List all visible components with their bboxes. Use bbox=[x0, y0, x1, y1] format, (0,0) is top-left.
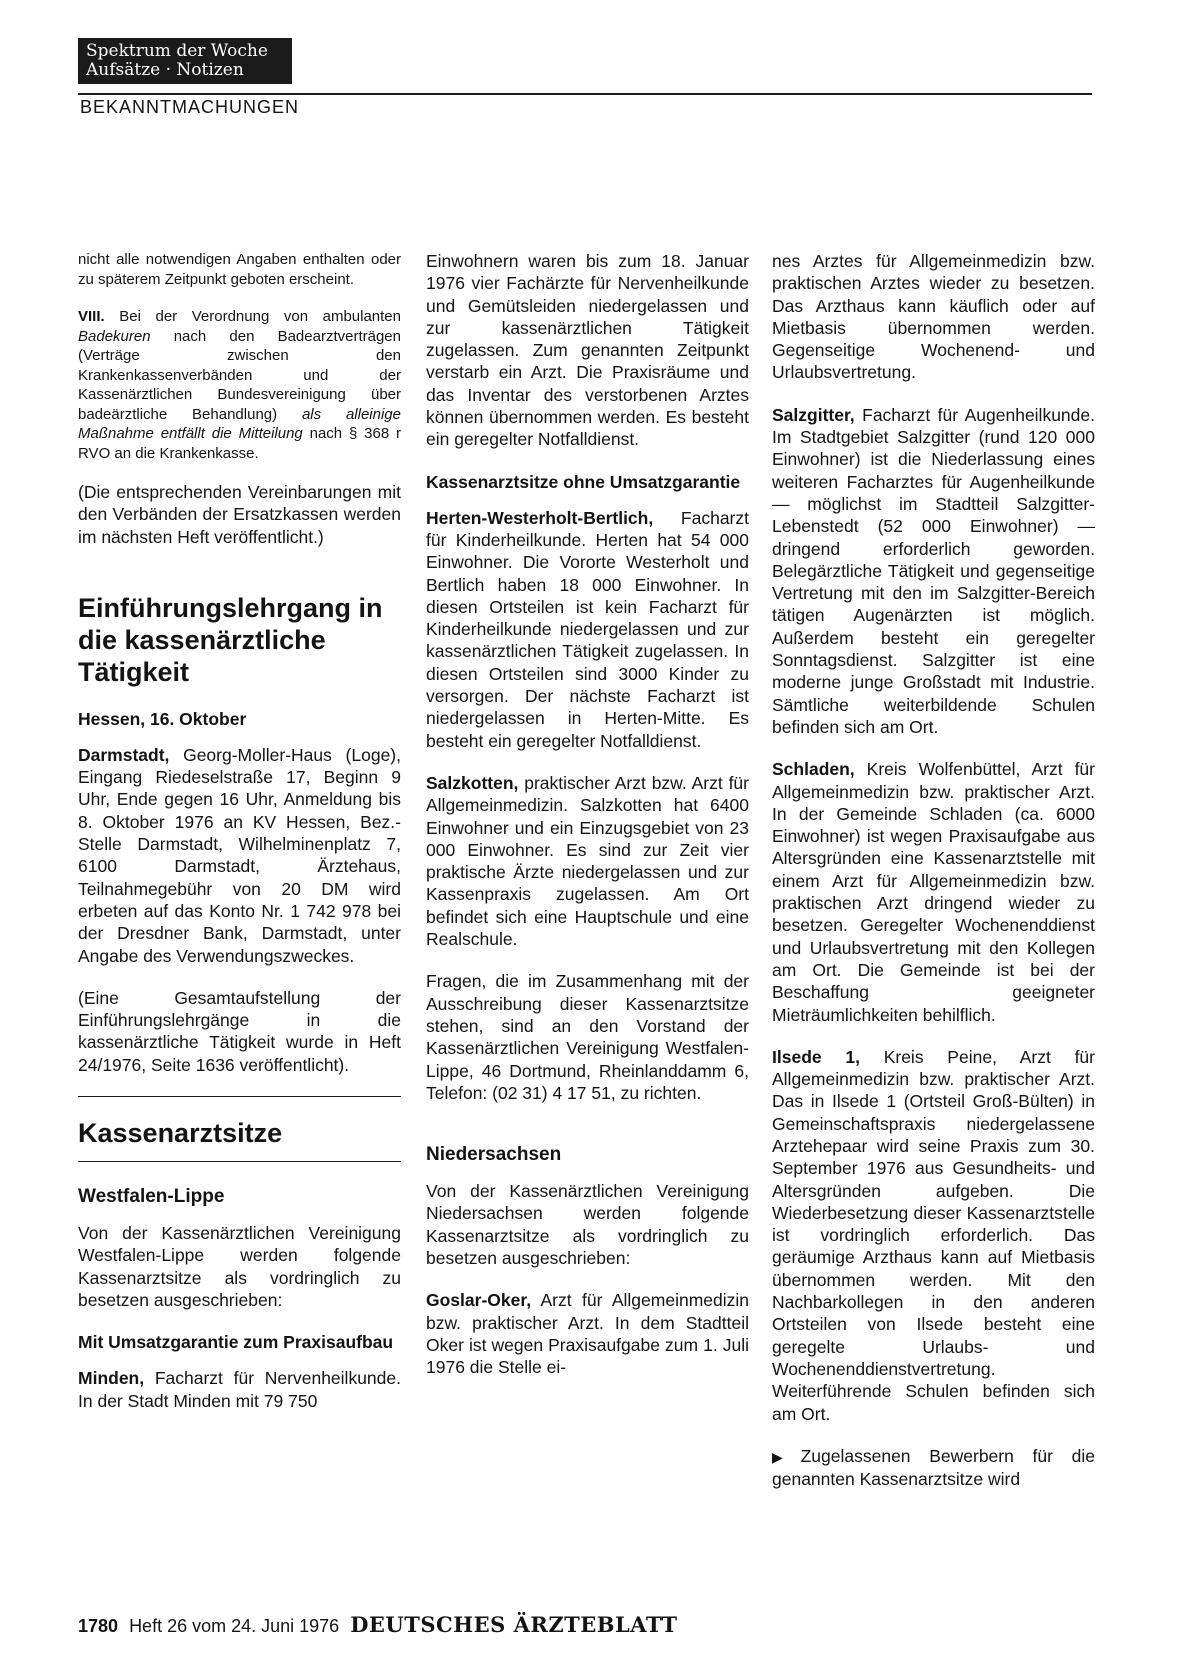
rubric: BEKANNTMACHUNGEN bbox=[80, 97, 300, 117]
paragraph bbox=[78, 744, 401, 967]
text-run: Facharzt für Nervenheilkunde. In der Stadt Minden mit 79 750 bbox=[78, 1368, 401, 1411]
page-footer bbox=[78, 1612, 677, 1637]
lead-term: Salzkotten, bbox=[426, 772, 519, 793]
italic-run: Badekuren bbox=[78, 327, 151, 345]
paragraph bbox=[772, 1445, 1095, 1491]
paragraph: (Eine Gesamtaufstellung der Einführungslehrgänge in die kassenärztliche Tätigkeit wurde in Heft 24/1976, Seite 1636 veröffentlicht). bbox=[78, 987, 401, 1075]
text-run: Facharzt für Kinderheilkunde. Herten hat 54 000 Einwohner. Die Vororte Westerholt und Bertlich haben 18 000 Einwohner. In diesen Ortsteilen ist kein Facharzt für Kinderheilkunde niedergelassen und zur kassenärztlichen Tätigkeit zugelassen. In diesen Ortsteilen sind 3000 Kinder zu versorgen. Der nächste Facharzt ist niedergelassen in Herten-Mitte. Es besteht ein geregelter Notfalldienst. bbox=[426, 507, 749, 751]
section-label-line2: Aufsätze · Notizen bbox=[86, 60, 244, 80]
paragraph: Fragen, die im Zusammenhang mit der Ausschreibung dieser Kassenarztsitze stehen, sind an den Vorstand der Kassenärztlichen Vereinigung Westfalen-Lippe, 46 Dortmund, Rheinlanddamm 6, Telefon: (02 31) 4 17 51, zu richten. bbox=[426, 971, 749, 1103]
paragraph bbox=[426, 507, 749, 752]
header-rule bbox=[78, 93, 1092, 95]
text-run: Zugelassenen Bewerbern für die genannten Kassenarztsitze wird bbox=[772, 1445, 1095, 1490]
text-run: Bei der Verordnung von ambulanten bbox=[104, 308, 401, 325]
lead-term: Ilsede 1, bbox=[772, 1046, 860, 1067]
section-label-line1: Spektrum der Woche bbox=[86, 41, 268, 61]
paragraph bbox=[772, 404, 1095, 738]
subheading: Westfalen-Lippe bbox=[78, 1186, 225, 1208]
paragraph bbox=[426, 1289, 749, 1378]
subheading: Kassenarztsitze ohne Umsatzgarantie bbox=[426, 471, 741, 492]
section-headline: Kassenarztsitze bbox=[78, 1118, 283, 1149]
text-run: nach den Badearztverträgen (Verträge zwischen den Krankenkassenverbänden und der Kassenärztlichen Bundesvereinigung über badeärztliche Behandlung) bbox=[78, 327, 401, 423]
column-3 bbox=[772, 250, 1095, 1510]
paragraph bbox=[772, 758, 1095, 1026]
section-rule bbox=[78, 1096, 401, 1097]
lead-term: Darmstadt, bbox=[78, 744, 170, 765]
paragraph bbox=[426, 772, 749, 950]
text-run: Facharzt für Augenheilkunde. Im Stadtgebiet Salzgitter (rund 120 000 Einwohner) ist die Niederlassung eines weiteren Facharztes für Augenheilkunde — möglichst im Stadtteil Salzgitter-Lebenstedt (52 000 Einwohner) — dringend erforderlich geworden. Belegärztliche Tätigkeit und gegenseitige Vertretung mit den im Salzgitter-Bereich tätigen Augenärzten ist möglich. Außerdem besteht ein geregelter Sonntagsdienst. Salzgitter ist eine moderne junge Großstadt mit Industrie. Sämtliche weiterbildende Schulen befinden sich am Ort. bbox=[772, 404, 1095, 737]
magazine-name: DEUTSCHES ÄRZTEBLATT bbox=[350, 1612, 678, 1637]
paragraph: Einwohnern waren bis zum 18. Januar 1976 vier Fachärzte für Nervenheilkunde und Gemütsleiden niedergelassen und zur kassenärztlichen Tätigkeit zugelassen. Zum genannten Zeitpunkt verstarb ein Arzt. Die Praxisräume und das Inventar des verstorbenen Arztes können übernommen werden. Es besteht ein geregelter Notfalldienst. bbox=[426, 251, 749, 450]
page-number: 1780 bbox=[78, 1616, 119, 1636]
issue-info: Heft 26 vom 24. Juni 1976 bbox=[129, 1616, 340, 1636]
paragraph: nicht alle notwendigen Angaben enthalten oder zu späterem Zeitpunkt geboten erscheint. bbox=[78, 251, 401, 288]
column-2 bbox=[426, 250, 749, 1398]
subheading: Hessen, 16. Oktober bbox=[78, 708, 247, 729]
paragraph: (Die entsprechenden Vereinbarungen mit den Verbänden der Ersatzkassen werden im nächsten Heft veröffentlicht.) bbox=[78, 482, 401, 547]
lead-term: Herten-Westerholt-Bertlich, bbox=[426, 507, 654, 528]
lead-term: Schladen, bbox=[772, 759, 855, 780]
lead-term: VIII. bbox=[78, 308, 105, 325]
paragraph: nes Arztes für Allgemeinmedizin bzw. praktischen Arztes wieder zu besetzen. Das Arzthaus kann käuflich oder auf Mietbasis übernommen werden. Gegenseitige Wochenend- und Urlaubsvertretung. bbox=[772, 251, 1095, 383]
paragraph bbox=[78, 307, 401, 463]
triangle-right-icon: ▶ bbox=[772, 1448, 797, 1465]
section-rule bbox=[78, 1161, 401, 1162]
column-1 bbox=[78, 250, 401, 1432]
subheading: Niedersachsen bbox=[426, 1144, 562, 1166]
text-run: Kreis Wolfenbüttel, Arzt für Allgemeinmedizin bzw. praktischer Arzt. In der Gemeinde Schladen (ca. 6000 Einwohner) ist wegen Praxisaufgabe aus Altersgründen eine Kassenarztstelle mit einem Arzt für Allgemeinmedizin bzw. praktischen Arzt dringend wieder zu besetzen. Geregelter Wochenenddienst und Urlaubsvertretung mit den Kollegen am Ort. Die Gemeinde ist bei der Beschaffung geeigneter Mieträumlichkeiten behilflich. bbox=[772, 759, 1095, 1025]
lead-term: Minden, bbox=[78, 1368, 145, 1389]
italic-run: als alleinige Maßnahme entfällt die Mitteilung bbox=[78, 405, 401, 442]
text-run: Kreis Peine, Arzt für Allgemeinmedizin bzw. praktischer Arzt. Das in Ilsede 1 (Ortsteil Groß-Bülten) in Gemeinschaftspraxis niedergelassene Arztehepaar wird seine Praxis zum 30. September 1976 aus Gesundheits- und Altersgründen aufgeben. Die Wiederbesetzung dieser Kassenarztstelle ist vordringlich erforderlich. Das geräumige Arzthaus kann auf Mietbasis übernommen werden. Mit den Nachbarkollegen in den anderen Ortsteilen von Ilsede besteht eine geregelte Urlaubs- und Wochenenddienstvertretung. Weiterführende Schulen befinden sich am Ort. bbox=[772, 1046, 1095, 1424]
paragraph bbox=[78, 1367, 401, 1412]
paragraph: Von der Kassenärztlichen Vereinigung Westfalen-Lippe werden folgende Kassenarztsitze als vordringlich zu besetzen ausgeschrieben: bbox=[78, 1223, 401, 1310]
lead-term: Goslar-Oker, bbox=[426, 1290, 532, 1311]
paragraph bbox=[772, 1046, 1095, 1425]
text-run: Georg-Moller-Haus (Loge), Eingang Riedeselstraße 17, Beginn 9 Uhr, Ende gegen 16 Uhr, Anmeldung bis 8. Oktober 1976 an KV Hessen, Bez.-Stelle Darmstadt, Wilhelminenplatz 7, 6100 Darmstadt, Ärztehaus, Teilnahmegebühr von 20 DM wird erbeten auf das Konto Nr. 1 742 978 bei der Dresdner Bank, Darmstadt, unter Angabe des Verwendungszweckes. bbox=[78, 744, 401, 966]
article-headline: Einführungslehrgang in die kassenärztliche Tätigkeit bbox=[78, 592, 383, 687]
section-label bbox=[78, 38, 292, 84]
subheading: Mit Umsatzgarantie zum Praxisaufbau bbox=[78, 1332, 394, 1353]
text-run: Arzt für Allgemeinmedizin bzw. praktischer Arzt. In dem Stadtteil Oker ist wegen Praxisaufgabe zum 1. Juli 1976 die Stelle ei- bbox=[426, 1290, 749, 1378]
text-run: praktischer Arzt bzw. Arzt für Allgemeinmedizin. Salzkotten hat 6400 Einwohner und ein Einzugsgebiet von 23 000 Einwohner. Es sind zur Zeit vier praktische Ärzte niedergelassen und zur Kassenpraxis zugelassen. Am Ort befindet sich eine Hauptschule und eine Realschule. bbox=[426, 772, 749, 950]
text-run: nach § 368 r RVO an die Krankenkasse. bbox=[78, 425, 402, 462]
paragraph: Von der Kassenärztlichen Vereinigung Niedersachsen werden folgende Kassenarztsitze als vordringlich zu besetzen ausgeschrieben: bbox=[426, 1181, 749, 1268]
lead-term: Salzgitter, bbox=[772, 404, 855, 425]
